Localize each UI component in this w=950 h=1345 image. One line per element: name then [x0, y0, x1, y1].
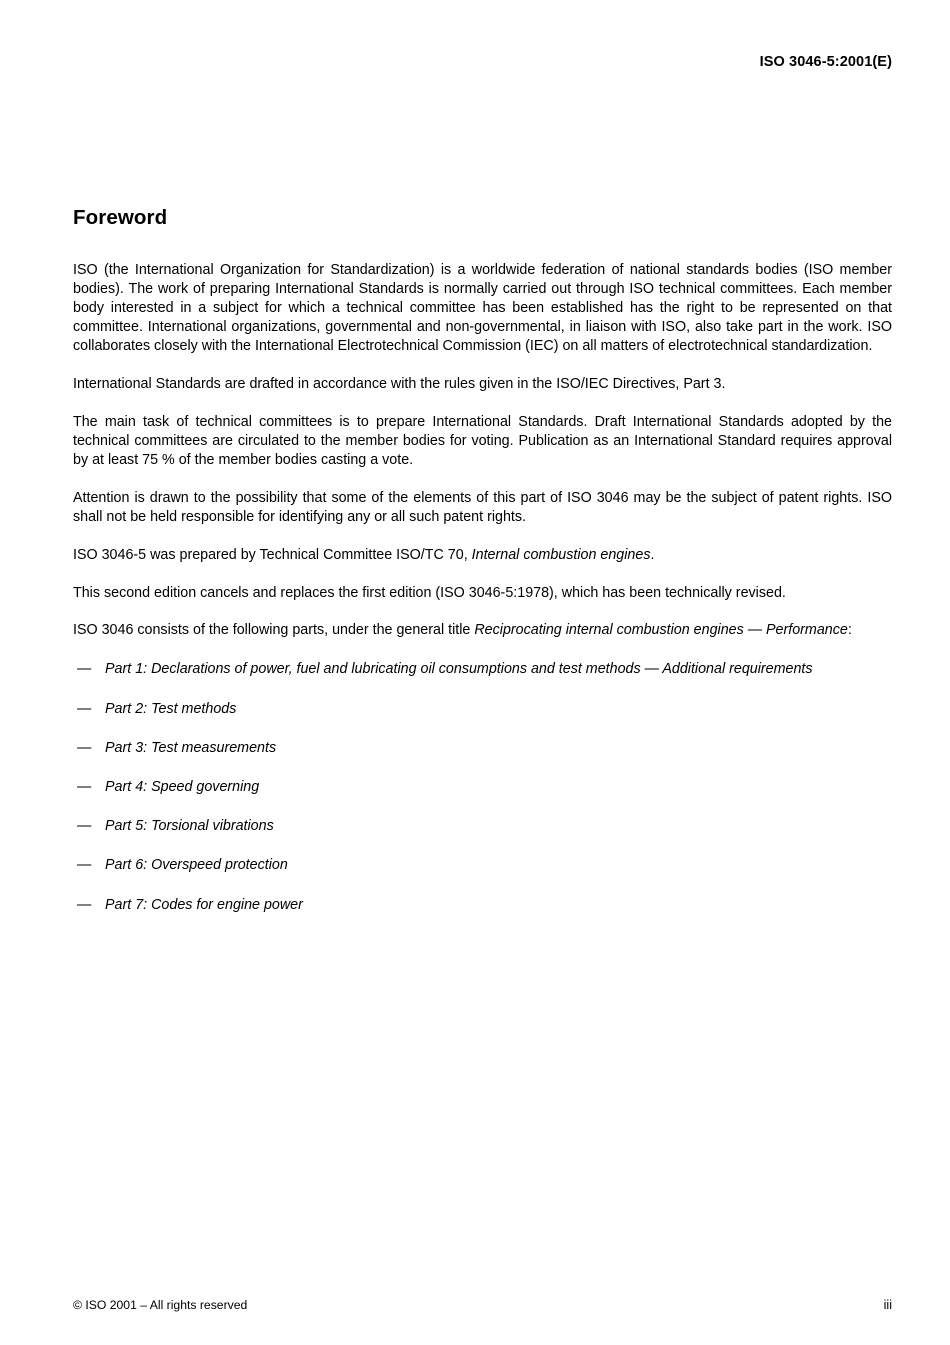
parts-intro-paragraph	[73, 621, 892, 640]
prepared-by-paragraph	[73, 546, 892, 565]
list-item	[73, 778, 892, 797]
em-dash-bullet-icon: —	[77, 896, 92, 913]
foreword-paragraph-3: The main task of technical committees is to prepare International Standards. Draft International Standards adopted by the technical committees are circulated to the member bodies for voting. Publication as an International Standard requires approval by at least 75 % of the member bodies casting a vote.	[73, 413, 892, 469]
em-dash-bullet-icon: —	[77, 857, 92, 874]
list-item	[73, 856, 892, 875]
general-title: Reciprocating internal combustion engines — Performance	[474, 622, 848, 639]
list-item	[73, 660, 892, 679]
parts-intro-prefix: ISO 3046 consists of the following parts, under the general title	[73, 622, 475, 639]
prepared-by-suffix: .	[650, 546, 655, 563]
em-dash-bullet-icon: —	[77, 739, 92, 756]
em-dash-bullet-icon: —	[77, 818, 92, 835]
foreword-paragraph-1: ISO (the International Organization for Standardization) is a worldwide federation of national standards bodies (ISO member bodies). The work of preparing International Standards is normally carried out through ISO technical committees. Each member body interested in a subject for which a technical committee has been established has the right to be represented on that committee. International organizations, governmental and non-governmental, in liaison with ISO, also take part in the work. ISO collaborates closely with the International Electrotechnical Commission (IEC) on all matters of electrotechnical standardization.	[73, 261, 892, 355]
copyright-notice: © ISO 2001 – All rights reserved	[73, 1297, 248, 1312]
em-dash-bullet-icon: —	[77, 779, 92, 796]
parts-intro-suffix: :	[847, 622, 852, 639]
page-footer	[73, 1298, 892, 1313]
list-item	[73, 739, 892, 758]
em-dash-bullet-icon: —	[77, 700, 92, 717]
list-item-label: Part 4: Speed governing	[105, 779, 260, 796]
em-dash-bullet-icon: —	[77, 661, 92, 678]
foreword-paragraph-4: Attention is drawn to the possibility that some of the elements of this part of ISO 3046 may be the subject of patent rights. ISO shall not be held responsible for identifying any or all such patent rights.	[73, 489, 892, 526]
list-item-label: Part 7: Codes for engine power	[105, 896, 303, 913]
list-item	[73, 896, 892, 915]
list-item	[73, 817, 892, 836]
parts-list	[73, 660, 892, 914]
list-item-label: Part 6: Overspeed protection	[105, 857, 288, 874]
list-item	[73, 700, 892, 719]
prepared-by-prefix: ISO 3046-5 was prepared by Technical Committee ISO/TC 70,	[73, 546, 472, 563]
list-item-label: Part 5: Torsional vibrations	[105, 818, 274, 835]
running-header-standard-ref: ISO 3046-5:2001(E)	[759, 54, 892, 70]
foreword-paragraph-2: International Standards are drafted in accordance with the rules given in the ISO/IEC Directives, Part 3.	[73, 376, 726, 393]
page-number: iii	[883, 1297, 892, 1312]
list-item-label: Part 1: Declarations of power, fuel and lubricating oil consumptions and test methods — Additional requirements	[105, 661, 813, 678]
list-item-label: Part 2: Test methods	[105, 700, 237, 717]
edition-note-paragraph: This second edition cancels and replaces the first edition (ISO 3046-5:1978), which has been technically revised.	[73, 584, 786, 601]
page-title: Foreword	[73, 206, 168, 229]
foreword-section	[73, 206, 892, 915]
committee-title: Internal combustion engines	[471, 546, 651, 563]
list-item-label: Part 3: Test measurements	[105, 739, 277, 756]
